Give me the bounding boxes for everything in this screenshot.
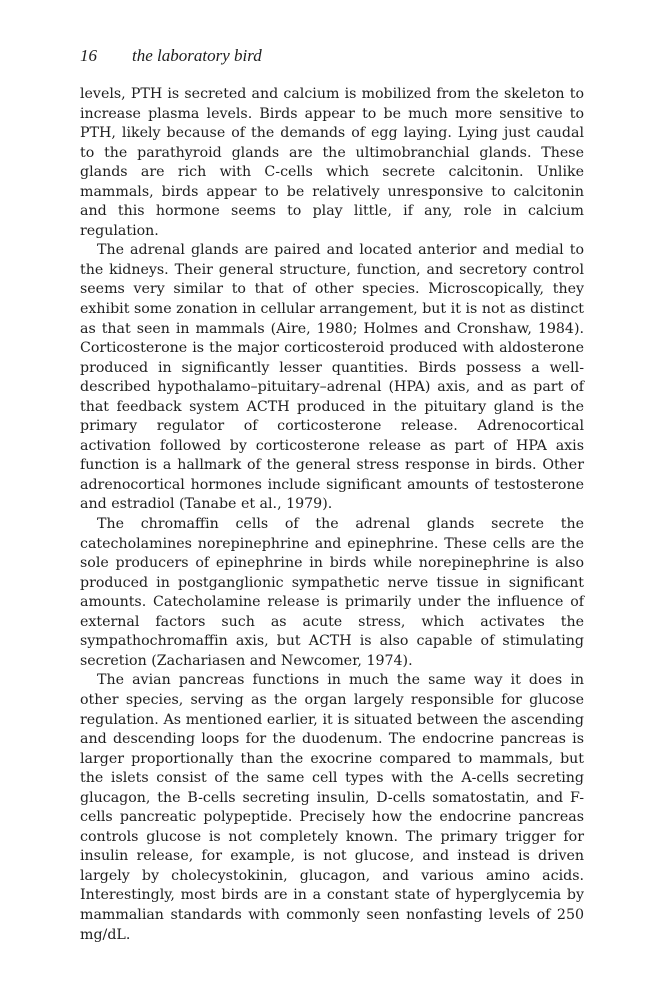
running-title: the laboratory bird [132,46,262,65]
page-number: 16 [80,46,97,65]
body-text [80,85,584,945]
paragraph-avian-pancreas: The avian pancreas functions in much the same way it does in other species, serving as the organ largely responsible for glucose regulation. As mentioned earlier, it is situated between the ascending and descending loops for the duodenum. The endocrine pancreas is larger proportionally than the exocrine compared to mammals, but the islets consist of the same cell types with the A-cells secreting glucagon, the B-cells secreting insulin, D-cells somatostatin, and F-cells pancreatic polypeptide. Precisely how the endocrine pancreas controls glucose is not completely known. The primary trigger for insulin release, for example, is not glucose, and instead is driven largely by cholecystokinin, glucagon, and various amino acids. Interestingly, most birds are in a constant state of hyperglycemia by mammalian standards with commonly seen nonfasting levels of 250 mg/dL. [80,672,584,943]
paragraph-adrenal-glands: The adrenal glands are paired and located anterior and medial to the kidneys. Their general structure, function, and secretory control seems very similar to that of other species. Microscopically, they exhibit some zonation in cellular arrangement, but it is not as distinct as that seen in mammals (Aire, 1980; Holmes and Cronshaw, 1984). Corticosterone is the major corticosteroid produced with aldosterone produced in significantly lesser quantities. Birds possess a well-described hypothalamo–pituitary–adrenal (HPA) axis, and as part of that feedback system ACTH produced in the pituitary gland is the primary regulator of corticosterone release. Adrenocortical activation followed by corticosterone release as part of HPA axis function is a hallmark of the general stress response in birds. Other adrenocortical hormones include significant amounts of testosterone and estradiol (Tanabe et al., 1979). [80,242,584,513]
paragraph-chromaffin-cells: The chromaffin cells of the adrenal glands secrete the catecholamines norepinephrine and epinephrine. These cells are the sole producers of epinephrine in birds while norepinephrine is also produced in postganglionic sympathetic nerve tissue in significant amounts. Catecholamine release is primarily under the influence of external factors such as acute stress, which activates the sympathochromaffin axis, but ACTH is also capable of stimulating secretion (Zachariasen and Newcomer, 1974). [80,516,584,669]
paragraph-calcium-regulation: levels, PTH is secreted and calcium is mobilized from the skeleton to increase plasma levels. Birds appear to be much more sensitive to PTH, likely because of the demands of egg laying. Lying just caudal to the parathyroid glands are the ultimobranchial glands. These glands are rich with C-cells which secrete calcitonin. Unlike mammals, birds appear to be relatively unresponsive to calcitonin and this hormone seems to play little, if any, role in calcium regulation. [80,86,584,239]
running-head [80,45,262,67]
